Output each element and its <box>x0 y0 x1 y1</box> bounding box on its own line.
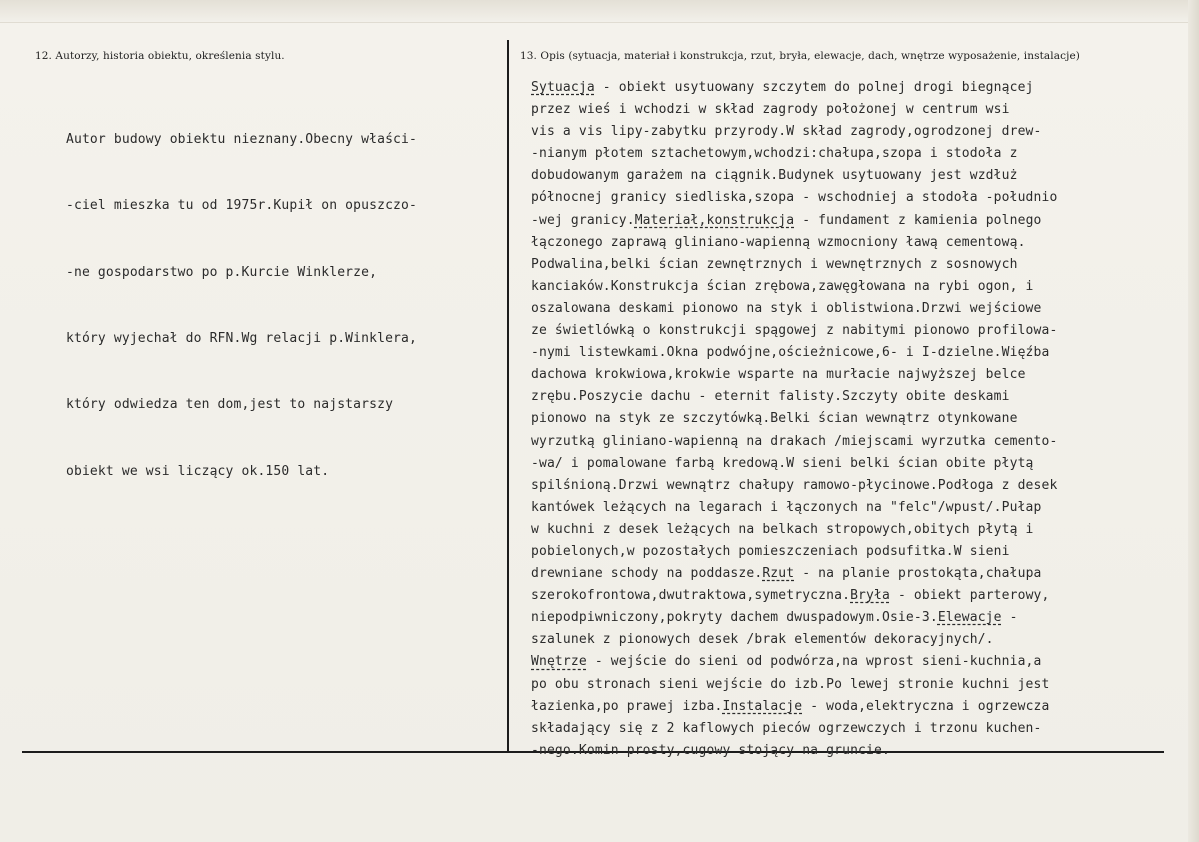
section-heading: Instalacje <box>722 698 803 714</box>
text-line: obiekt we wsi liczący ok.150 lat. <box>66 463 330 479</box>
text-line <box>531 408 1057 430</box>
text-line <box>531 629 1057 651</box>
text-segment: szerokofrontowa,dwutraktowa,symetryczna. <box>531 588 851 604</box>
section-13-header: 13. Opis (sytuacja, materiał i konstrukcja, rzut, bryła, elewacje, dach, wnętrze wyposażenie, instalacje) <box>520 50 1080 62</box>
text-segment: -nymi listewkami.Okna podwójne,ościeżnicowe,6- i I-dzielne.Więźba <box>531 345 1050 361</box>
section-heading: Bryła <box>850 588 890 604</box>
section-heading: Wnętrze <box>531 654 587 670</box>
text-segment: pobielonych,w pozostałych pomieszczeniach podsufitka.W sieni <box>531 543 1010 559</box>
text-line <box>531 740 1057 762</box>
text-line <box>531 232 1057 254</box>
text-segment: w kuchni z desek leżących na belkach stropowych,obitych płytą i <box>531 521 1034 537</box>
text-segment: - na planie prostokąta,chałupa <box>794 566 1042 582</box>
text-segment: Podwalina,belki ścian zewnętrznych i wewnętrznych z sosnowych <box>531 256 1018 272</box>
text-line <box>531 77 1057 99</box>
text-segment: kantówek leżących na legarach i łączonych na "felc"/wpust/.Pułap <box>531 499 1042 515</box>
text-segment: ze świetlówką o konstrukcji spągowej z nabitymi pionowo profilowa- <box>531 323 1058 339</box>
text-segment: szalunek z pionowych desek /brak elementów dekoracyjnych/. <box>531 632 994 648</box>
text-line <box>531 718 1057 740</box>
text-segment: łączonego zaprawą gliniano-wapienną wzmocniony ławą cementową. <box>531 234 1026 250</box>
section-13-text <box>531 77 1057 762</box>
text-line <box>531 696 1057 718</box>
text-segment: -nianym płotem sztachetowym,wchodzi:chałupa,szopa i stodoła z <box>531 146 1018 162</box>
scan-top-edge <box>0 0 1199 23</box>
text-segment: kanciaków.Konstrukcja ścian zrębowa,zawęgłowana na rybi ogon, i <box>531 278 1034 294</box>
text-line <box>531 187 1057 209</box>
text-line <box>531 165 1057 187</box>
text-line <box>531 563 1057 585</box>
text-segment: spilśnioną.Drzwi wewnątrz chałupy ramowo-płycinowe.Podłoga z desek <box>531 477 1058 493</box>
text-line <box>531 276 1057 298</box>
text-line <box>531 386 1057 408</box>
section-heading: Rzut <box>762 566 795 582</box>
text-line <box>531 585 1057 607</box>
text-segment: -nego.Komin prosty,cugowy stojący na gruncie. <box>531 742 890 758</box>
text-segment: -wej granicy. <box>531 212 635 228</box>
section-heading: Elewacje <box>937 610 1002 626</box>
text-segment: łazienka,po prawej izba. <box>531 698 723 714</box>
text-line <box>531 254 1057 276</box>
text-segment: - obiekt usytuowany szczytem do polnej drogi biegnącej <box>594 80 1034 95</box>
text-segment: przez wieś i wchodzi w skład zagrody położonej w centrum wsi <box>531 102 1010 118</box>
text-segment: niepodpiwniczony,pokryty dachem dwuspadowym.Osie-3. <box>531 610 938 626</box>
text-line: który wyjechał do RFN.Wg relacji p.Winklera, <box>66 331 417 347</box>
text-segment: północnej granicy siedliska,szopa - wschodniej a stodoła -południo <box>531 190 1058 206</box>
text-line <box>531 364 1057 386</box>
section-heading: Sytuacja <box>531 80 595 95</box>
text-segment: składający się z 2 kaflowych pieców ogrzewczych i trzonu kuchen- <box>531 720 1042 736</box>
text-line <box>531 342 1057 364</box>
text-line <box>531 298 1057 320</box>
text-line <box>531 121 1057 143</box>
text-segment: pionowo na styk ze szczytówką.Belki ścian wewnątrz otynkowane <box>531 411 1018 427</box>
text-line: -ne gospodarstwo po p.Kurcie Winklerze, <box>66 264 378 280</box>
text-segment: - woda,elektryczna i ogrzewcza <box>802 698 1050 714</box>
text-segment: dobudowanym garażem na ciągnik.Budynek usytuowany jest wzdłuż <box>531 168 1018 184</box>
text-line <box>531 651 1057 673</box>
text-segment: wyrzutką gliniano-wapienną na drakach /miejscami wyrzutka cemento- <box>531 433 1058 449</box>
scan-right-edge <box>1188 0 1199 842</box>
text-line <box>531 431 1057 453</box>
text-segment: -wa/ i pomalowane farbą kredową.W sieni belki ścian obite płytą <box>531 455 1034 471</box>
text-segment: - obiekt parterowy, <box>889 588 1050 604</box>
section-12-text <box>66 85 417 527</box>
text-line <box>531 210 1057 232</box>
text-line <box>531 143 1057 165</box>
text-line <box>531 453 1057 475</box>
text-line: Autor budowy obiektu nieznany.Obecny właści- <box>66 132 417 148</box>
text-segment: - wejście do sieni od podwórza,na wprost sieni-kuchnia,a <box>586 654 1042 670</box>
text-line <box>531 541 1057 563</box>
text-line: -ciel mieszka tu od 1975r.Kupił on opuszczo- <box>66 198 417 214</box>
section-12-header: 12. Autorzy, historia obiektu, określenia stylu. <box>35 50 285 62</box>
text-segment: - fundament z kamienia polnego <box>794 212 1042 228</box>
text-line <box>531 475 1057 497</box>
text-line <box>531 607 1057 629</box>
text-segment: zrębu.Poszycie dachu - eternit falisty.Szczyty obite deskami <box>531 389 1010 405</box>
text-segment: drewniane schody na poddasze. <box>531 566 763 582</box>
text-segment: po obu stronach sieni wejście do izb.Po lewej stronie kuchni jest <box>531 676 1050 692</box>
text-line <box>531 320 1057 342</box>
text-segment: vis a vis lipy-zabytku przyrody.W skład zagrody,ogrodzonej drew- <box>531 124 1042 140</box>
text-line <box>531 497 1057 519</box>
text-line <box>531 519 1057 541</box>
text-segment: oszalowana deskami pionowo na styk i oblistwiona.Drzwi wejściowe <box>531 300 1042 316</box>
text-segment: dachowa krokwiowa,krokwie wsparte na murłacie najwyższej belce <box>531 367 1026 383</box>
text-line: który odwiedza ten dom,jest to najstarszy <box>66 397 394 413</box>
column-divider <box>507 40 509 752</box>
text-segment: - <box>1001 610 1018 626</box>
text-line <box>531 674 1057 696</box>
text-line <box>531 99 1057 121</box>
section-heading: Materiał,konstrukcja <box>634 212 795 228</box>
